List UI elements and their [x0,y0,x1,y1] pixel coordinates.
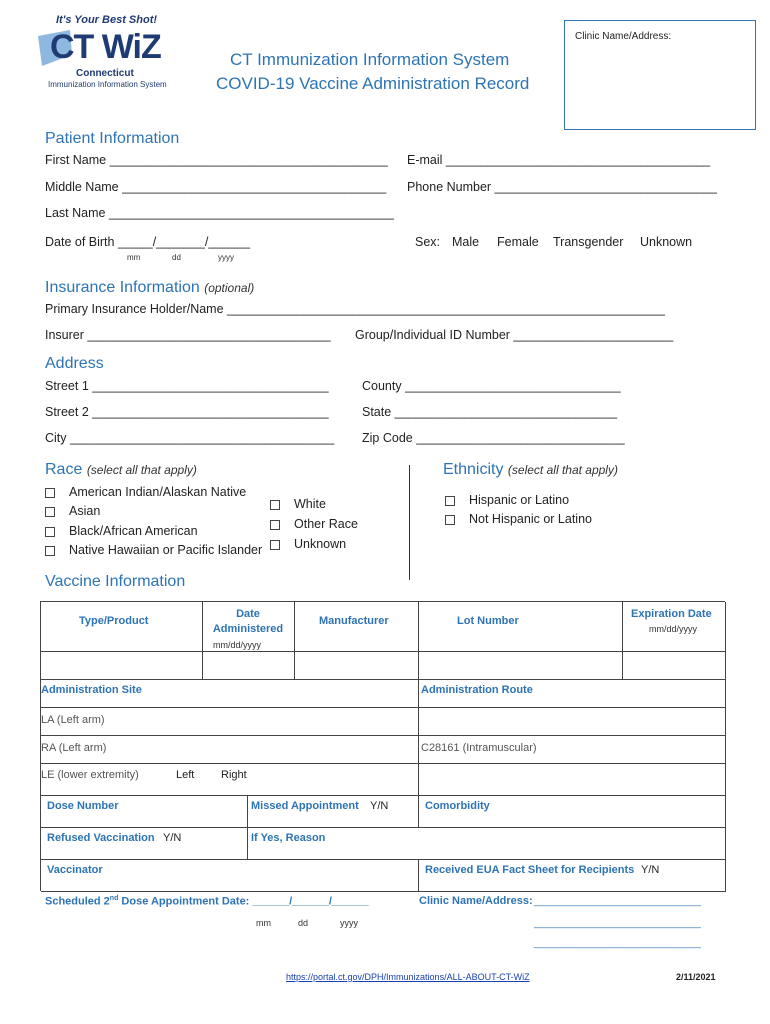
race-option-label: Native Hawaiian or Pacific Islander [69,543,263,557]
race-option-label: Unknown [294,537,347,551]
race-option-unknown[interactable] [270,537,346,551]
route-code-label: C28161 (Intramuscular) [421,742,537,754]
street2-field[interactable]: Street 2 __________________________________ [45,405,329,419]
missed-appt-yn[interactable]: Y/N [370,800,389,812]
race-option-label: Black/African American [69,524,198,538]
logo-brand: CT WiZ [50,28,161,66]
checkbox-icon[interactable] [45,527,55,537]
route-empty-row[interactable] [419,708,726,736]
city-field[interactable]: City ______________________________________ [45,431,335,445]
race-option-american-indian[interactable] [45,485,246,499]
clinic-box-label: Clinic Name/Address: [575,31,672,42]
cell-manufacturer-header [295,602,419,652]
admin-route-label: Administration Route [421,684,533,696]
missed-appt-label: Missed Appointment [251,800,359,812]
clinic-address-line-3[interactable]: ______________________________ [534,938,701,949]
refused-yn[interactable]: Y/N [163,832,182,844]
insurer-field[interactable]: Insurer ___________________________________ [45,328,331,342]
dose-number-label: Dose Number [47,800,119,812]
admin-route-header [419,680,726,708]
footer-url-link[interactable]: https://portal.ct.gov/DPH/Immunizations/ALL-ABOUT-CT-WiZ [286,972,530,982]
logo-line2: Immunization Information System [48,80,167,89]
dob-field[interactable]: Date of Birth _____/_______/______ [45,235,251,249]
col-exp-format: mm/dd/yyyy [649,624,698,634]
vaccinator-cell[interactable] [41,860,419,892]
refused-cell[interactable] [41,828,248,860]
ethnicity-heading [443,461,618,479]
checkbox-icon[interactable] [445,496,455,506]
zip-field[interactable]: Zip Code ______________________________ [362,431,625,445]
admin-site-header [41,680,419,708]
race-ethnicity-divider [409,465,410,580]
state-field[interactable]: State ________________________________ [362,405,618,419]
col-exp-label: Expiration Date [631,608,712,620]
vaccine-heading: Vaccine Information [45,573,186,590]
dose-number-cell[interactable] [41,796,248,828]
ethnicity-option-label: Not Hispanic or Latino [469,512,592,526]
cell-type-header [41,602,203,652]
email-field[interactable]: E-mail ______________________________________ [407,153,711,167]
address-heading: Address [45,355,104,372]
cell-exp-header [623,602,726,652]
col-date-format: mm/dd/yyyy [213,640,262,650]
cell-exp-input[interactable] [623,652,726,680]
checkbox-icon[interactable] [270,500,280,510]
sex-option-transgender[interactable]: Transgender [553,235,624,249]
ethnicity-option-label: Hispanic or Latino [469,493,570,507]
cell-lot-header [419,602,623,652]
insurance-optional-hint: (optional) [204,281,255,295]
eua-label: Received EUA Fact Sheet for Recipients [425,864,635,876]
ct-wiz-logo [36,14,166,94]
footer-date: 2/11/2021 [676,972,716,982]
site-ra-label: RA (Left arm) [41,742,107,754]
race-option-asian[interactable] [45,504,100,518]
clinic-address-line-2[interactable]: ______________________________ [534,918,701,929]
clinic-address-label: Clinic Name/Address: [419,895,533,907]
checkbox-icon[interactable] [270,540,280,550]
route-code-row[interactable] [419,736,726,764]
vaccinator-label: Vaccinator [47,864,103,876]
scheduled-sup: nd [109,895,119,902]
site-la-row[interactable] [41,708,419,736]
patient-heading: Patient Information [45,130,180,147]
race-heading [45,461,197,479]
clinic-address-line-1[interactable]: ______________________________ [534,896,701,907]
site-ra-row[interactable] [41,736,419,764]
race-option-label: Other Race [294,517,358,531]
race-option-black[interactable] [45,524,198,538]
checkbox-icon[interactable] [45,546,55,556]
cell-date-input[interactable] [203,652,295,680]
race-heading-text: Race [45,461,83,478]
col-date-label: Date Administered [212,608,284,635]
admin-site-label: Administration Site [41,684,142,696]
route-empty-row-2[interactable] [419,764,726,796]
ethnicity-hint: (select all that apply) [507,463,618,477]
col-lot-label: Lot Number [457,615,519,627]
col-type-label: Type/Product [79,615,149,627]
vaccine-table [40,601,725,891]
checkbox-icon[interactable] [45,488,55,498]
scheduled-pre: Scheduled 2 [45,895,110,908]
form-title-line1: CT Immunization Information System [230,50,510,69]
missed-appt-cell[interactable] [248,796,419,828]
race-option-native-hawaiian[interactable] [45,543,262,557]
clinic-address-box[interactable] [564,20,756,130]
reason-cell[interactable] [248,828,726,860]
race-option-label: White [294,497,326,511]
site-le-label: LE (lower extremity) [41,769,139,781]
scheduled-post: Dose Appointment Date: ______/______/______ [118,895,369,908]
checkbox-icon[interactable] [445,515,455,525]
site-la-label: LA (Left arm) [41,714,105,726]
logo-line1: Connecticut [76,68,134,79]
site-right-option[interactable]: Right [221,769,247,781]
race-option-other[interactable] [270,517,358,531]
scheduled-second-dose[interactable] [45,895,369,908]
insurance-heading [45,279,254,297]
eua-cell[interactable] [419,860,726,892]
dob-mm-hint: mm [127,253,141,262]
sched-yyyy-hint: yyyy [340,918,358,928]
comorbidity-cell[interactable] [419,796,726,828]
eua-yn[interactable]: Y/N [641,864,660,876]
race-hint: (select all that apply) [86,463,197,477]
race-option-label: Asian [69,504,101,518]
sex-option-female[interactable]: Female [497,235,539,249]
refused-label: Refused Vaccination [47,832,155,844]
logo-tagline: It's Your Best Shot! [56,14,158,26]
sex-option-unknown[interactable]: Unknown [640,235,693,249]
last-name-field[interactable]: Last Name _________________________________________ [45,206,394,220]
ethnicity-option-hispanic[interactable] [445,493,569,507]
cell-type-input[interactable] [41,652,203,680]
dob-yyyy-hint: yyyy [218,253,234,262]
dob-dd-hint: dd [172,253,181,262]
site-left-option[interactable]: Left [176,769,195,781]
street1-field[interactable]: Street 1 __________________________________ [45,379,329,393]
cell-lot-input[interactable] [419,652,623,680]
checkbox-icon[interactable] [270,520,280,530]
sex-option-male[interactable]: Male [452,235,480,249]
ethnicity-option-not-hispanic[interactable] [445,512,592,526]
phone-field[interactable]: Phone Number ________________________________ [407,180,718,194]
col-manufacturer-label: Manufacturer [319,615,389,627]
sched-mm-hint: mm [256,918,271,928]
race-option-label: American Indian/Alaskan Native [69,485,247,499]
reason-label: If Yes, Reason [251,832,326,844]
form-title-line2: COVID-19 Vaccine Administration Record [216,74,530,93]
sex-label: Sex: [415,235,441,249]
first-name-field[interactable]: First Name ________________________________________ [45,153,388,167]
checkbox-icon[interactable] [45,507,55,517]
insurance-holder-field[interactable]: Primary Insurance Holder/Name _______________________________________________________________ [45,302,665,316]
group-id-field[interactable]: Group/Individual ID Number _______________________ [355,328,674,342]
sched-dd-hint: dd [298,918,309,928]
comorbidity-label: Comorbidity [425,800,490,812]
race-option-white[interactable] [270,497,326,511]
cell-manufacturer-input[interactable] [295,652,419,680]
insurance-heading-text: Insurance Information [45,279,200,296]
ethnicity-heading-text: Ethnicity [443,461,504,478]
middle-name-field[interactable]: Middle Name ______________________________________ [45,180,387,194]
site-le-row[interactable] [41,764,419,796]
county-field[interactable]: County _______________________________ [362,379,621,393]
